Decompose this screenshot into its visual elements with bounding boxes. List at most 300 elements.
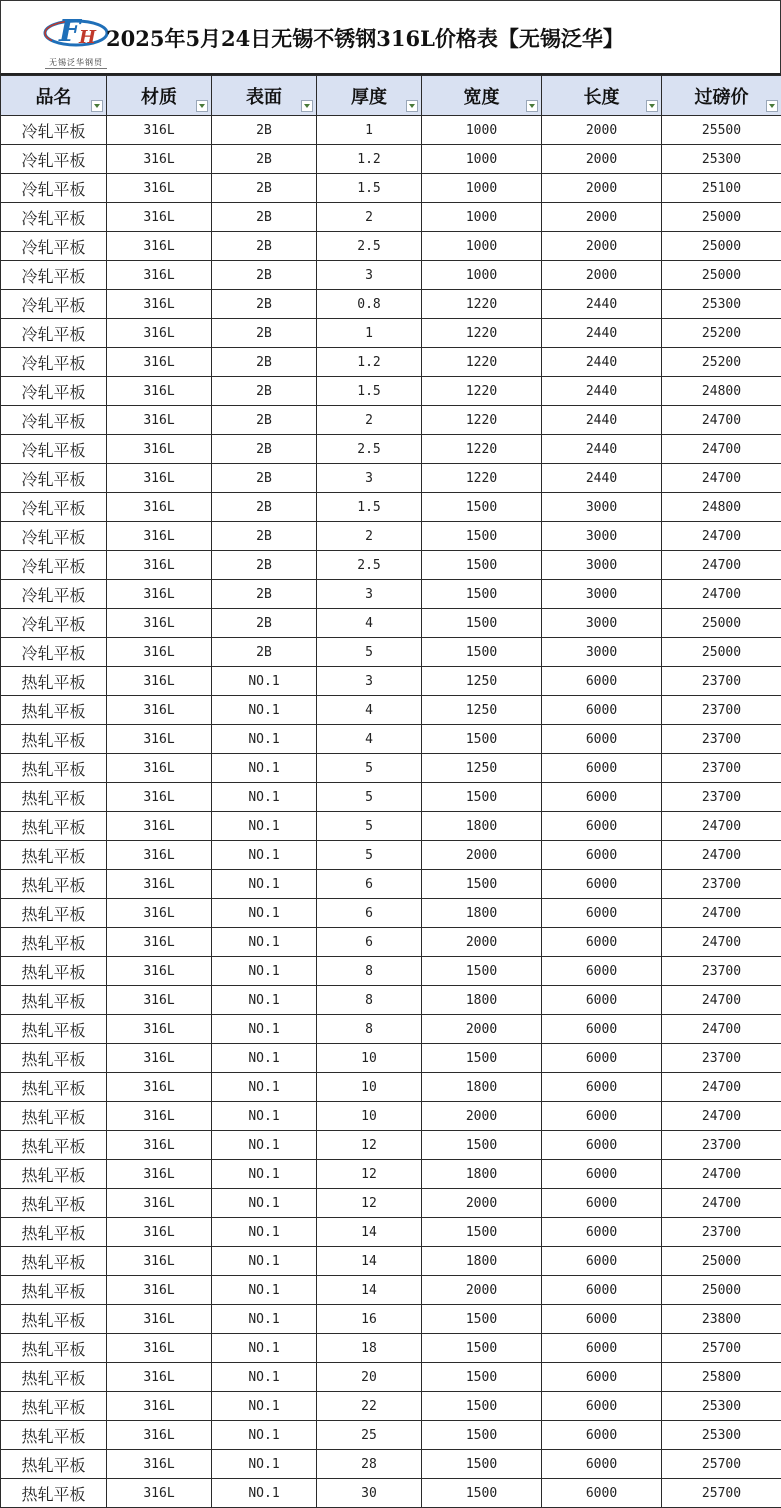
- price-cell[interactable]: 24700: [662, 1015, 781, 1044]
- surface-cell[interactable]: NO.1: [212, 899, 317, 928]
- surface-cell[interactable]: 2B: [212, 203, 317, 232]
- price-cell[interactable]: 25000: [662, 638, 781, 667]
- product-name-cell[interactable]: 冷轧平板: [1, 116, 107, 145]
- material-cell[interactable]: 316L: [107, 1363, 212, 1392]
- surface-cell[interactable]: NO.1: [212, 1102, 317, 1131]
- price-cell[interactable]: 23700: [662, 1218, 781, 1247]
- length-cell[interactable]: 6000: [542, 1189, 662, 1218]
- product-name-cell[interactable]: 热轧平板: [1, 1015, 107, 1044]
- width-cell[interactable]: 1500: [422, 522, 542, 551]
- length-cell[interactable]: 2000: [542, 174, 662, 203]
- surface-cell[interactable]: NO.1: [212, 667, 317, 696]
- price-cell[interactable]: 25200: [662, 348, 781, 377]
- width-cell[interactable]: 1220: [422, 406, 542, 435]
- material-cell[interactable]: 316L: [107, 725, 212, 754]
- width-cell[interactable]: 1500: [422, 551, 542, 580]
- length-cell[interactable]: 6000: [542, 1015, 662, 1044]
- price-cell[interactable]: 24700: [662, 464, 781, 493]
- thickness-cell[interactable]: 1: [317, 319, 422, 348]
- price-cell[interactable]: 25800: [662, 1363, 781, 1392]
- thickness-cell[interactable]: 6: [317, 928, 422, 957]
- price-cell[interactable]: 25000: [662, 261, 781, 290]
- material-cell[interactable]: 316L: [107, 319, 212, 348]
- width-cell[interactable]: 1500: [422, 1334, 542, 1363]
- col-price-header[interactable]: [662, 76, 781, 116]
- product-name-cell[interactable]: 热轧平板: [1, 812, 107, 841]
- material-cell[interactable]: 316L: [107, 1160, 212, 1189]
- surface-cell[interactable]: 2B: [212, 319, 317, 348]
- material-cell[interactable]: 316L: [107, 348, 212, 377]
- width-cell[interactable]: 1250: [422, 667, 542, 696]
- length-cell[interactable]: 2440: [542, 377, 662, 406]
- thickness-cell[interactable]: 12: [317, 1189, 422, 1218]
- width-cell[interactable]: 1220: [422, 377, 542, 406]
- material-cell[interactable]: 316L: [107, 1450, 212, 1479]
- length-cell[interactable]: 2440: [542, 319, 662, 348]
- thickness-cell[interactable]: 8: [317, 986, 422, 1015]
- product-name-cell[interactable]: 冷轧平板: [1, 551, 107, 580]
- surface-cell[interactable]: 2B: [212, 551, 317, 580]
- width-cell[interactable]: 1500: [422, 493, 542, 522]
- price-cell[interactable]: 24700: [662, 522, 781, 551]
- product-name-cell[interactable]: 冷轧平板: [1, 580, 107, 609]
- material-cell[interactable]: 316L: [107, 1102, 212, 1131]
- price-cell[interactable]: 25300: [662, 290, 781, 319]
- width-cell[interactable]: 2000: [422, 928, 542, 957]
- material-cell[interactable]: 316L: [107, 899, 212, 928]
- length-cell[interactable]: 2000: [542, 203, 662, 232]
- thickness-cell[interactable]: 5: [317, 841, 422, 870]
- width-cell[interactable]: 1800: [422, 899, 542, 928]
- width-cell[interactable]: 1250: [422, 754, 542, 783]
- thickness-cell[interactable]: 1.5: [317, 377, 422, 406]
- price-cell[interactable]: 23700: [662, 725, 781, 754]
- surface-cell[interactable]: 2B: [212, 406, 317, 435]
- price-cell[interactable]: 24700: [662, 1102, 781, 1131]
- surface-cell[interactable]: NO.1: [212, 1044, 317, 1073]
- material-cell[interactable]: 316L: [107, 1044, 212, 1073]
- price-cell[interactable]: 24700: [662, 986, 781, 1015]
- material-cell[interactable]: 316L: [107, 1421, 212, 1450]
- thickness-cell[interactable]: 20: [317, 1363, 422, 1392]
- thickness-cell[interactable]: 4: [317, 696, 422, 725]
- thickness-cell[interactable]: 10: [317, 1102, 422, 1131]
- price-cell[interactable]: 25700: [662, 1334, 781, 1363]
- price-cell[interactable]: 25000: [662, 1247, 781, 1276]
- material-cell[interactable]: 316L: [107, 1131, 212, 1160]
- material-cell[interactable]: 316L: [107, 1218, 212, 1247]
- material-cell[interactable]: 316L: [107, 928, 212, 957]
- product-name-cell[interactable]: 冷轧平板: [1, 377, 107, 406]
- width-cell[interactable]: 1500: [422, 1218, 542, 1247]
- material-cell[interactable]: 316L: [107, 957, 212, 986]
- thickness-cell[interactable]: 3: [317, 261, 422, 290]
- length-cell[interactable]: 2440: [542, 435, 662, 464]
- width-cell[interactable]: 1500: [422, 1421, 542, 1450]
- material-cell[interactable]: 316L: [107, 1479, 212, 1508]
- material-cell[interactable]: 316L: [107, 841, 212, 870]
- surface-cell[interactable]: NO.1: [212, 1015, 317, 1044]
- thickness-cell[interactable]: 2.5: [317, 232, 422, 261]
- length-cell[interactable]: 6000: [542, 1160, 662, 1189]
- product-name-cell[interactable]: 热轧平板: [1, 1189, 107, 1218]
- thickness-cell[interactable]: 2: [317, 203, 422, 232]
- length-cell[interactable]: 6000: [542, 812, 662, 841]
- surface-cell[interactable]: 2B: [212, 435, 317, 464]
- thickness-cell[interactable]: 3: [317, 667, 422, 696]
- width-cell[interactable]: 1500: [422, 1450, 542, 1479]
- thickness-cell[interactable]: 10: [317, 1073, 422, 1102]
- thickness-cell[interactable]: 10: [317, 1044, 422, 1073]
- width-cell[interactable]: 1500: [422, 870, 542, 899]
- thickness-cell[interactable]: 8: [317, 1015, 422, 1044]
- price-cell[interactable]: 24700: [662, 406, 781, 435]
- price-cell[interactable]: 25100: [662, 174, 781, 203]
- material-cell[interactable]: 316L: [107, 667, 212, 696]
- width-cell[interactable]: 1220: [422, 348, 542, 377]
- surface-cell[interactable]: NO.1: [212, 754, 317, 783]
- product-name-cell[interactable]: 热轧平板: [1, 1131, 107, 1160]
- surface-cell[interactable]: NO.1: [212, 1189, 317, 1218]
- surface-cell[interactable]: 2B: [212, 232, 317, 261]
- thickness-cell[interactable]: 1: [317, 116, 422, 145]
- product-name-cell[interactable]: 热轧平板: [1, 1479, 107, 1508]
- thickness-cell[interactable]: 6: [317, 870, 422, 899]
- price-cell[interactable]: 23700: [662, 696, 781, 725]
- length-cell[interactable]: 2000: [542, 145, 662, 174]
- surface-cell[interactable]: 2B: [212, 580, 317, 609]
- length-cell[interactable]: 2440: [542, 406, 662, 435]
- price-cell[interactable]: 24800: [662, 493, 781, 522]
- surface-cell[interactable]: NO.1: [212, 1218, 317, 1247]
- length-cell[interactable]: 6000: [542, 870, 662, 899]
- product-name-cell[interactable]: 热轧平板: [1, 899, 107, 928]
- thickness-cell[interactable]: 1.5: [317, 493, 422, 522]
- length-cell[interactable]: 6000: [542, 986, 662, 1015]
- material-cell[interactable]: 316L: [107, 783, 212, 812]
- width-cell[interactable]: 1800: [422, 1247, 542, 1276]
- product-name-cell[interactable]: 冷轧平板: [1, 261, 107, 290]
- price-cell[interactable]: 23700: [662, 1044, 781, 1073]
- width-cell[interactable]: 1500: [422, 1479, 542, 1508]
- price-cell[interactable]: 23700: [662, 667, 781, 696]
- price-cell[interactable]: 25000: [662, 1276, 781, 1305]
- surface-cell[interactable]: NO.1: [212, 1247, 317, 1276]
- price-cell[interactable]: 24700: [662, 1189, 781, 1218]
- length-cell[interactable]: 3000: [542, 522, 662, 551]
- length-cell[interactable]: 6000: [542, 1334, 662, 1363]
- thickness-cell[interactable]: 14: [317, 1247, 422, 1276]
- width-cell[interactable]: 2000: [422, 1189, 542, 1218]
- material-cell[interactable]: 316L: [107, 145, 212, 174]
- price-cell[interactable]: 23700: [662, 783, 781, 812]
- product-name-cell[interactable]: 冷轧平板: [1, 638, 107, 667]
- length-cell[interactable]: 2440: [542, 348, 662, 377]
- col-length-header[interactable]: [542, 76, 662, 116]
- length-cell[interactable]: 3000: [542, 638, 662, 667]
- price-cell[interactable]: 25200: [662, 319, 781, 348]
- surface-cell[interactable]: NO.1: [212, 957, 317, 986]
- thickness-cell[interactable]: 28: [317, 1450, 422, 1479]
- length-cell[interactable]: 2440: [542, 290, 662, 319]
- price-cell[interactable]: 24700: [662, 928, 781, 957]
- material-cell[interactable]: 316L: [107, 551, 212, 580]
- thickness-cell[interactable]: 18: [317, 1334, 422, 1363]
- filter-dropdown-icon[interactable]: [196, 100, 208, 112]
- price-cell[interactable]: 24700: [662, 551, 781, 580]
- filter-dropdown-icon[interactable]: [766, 100, 778, 112]
- length-cell[interactable]: 6000: [542, 1363, 662, 1392]
- material-cell[interactable]: 316L: [107, 406, 212, 435]
- product-name-cell[interactable]: 冷轧平板: [1, 435, 107, 464]
- price-cell[interactable]: 24700: [662, 812, 781, 841]
- price-cell[interactable]: 24700: [662, 841, 781, 870]
- material-cell[interactable]: 316L: [107, 493, 212, 522]
- width-cell[interactable]: 1800: [422, 812, 542, 841]
- length-cell[interactable]: 6000: [542, 1044, 662, 1073]
- material-cell[interactable]: 316L: [107, 1189, 212, 1218]
- length-cell[interactable]: 6000: [542, 754, 662, 783]
- price-cell[interactable]: 23700: [662, 957, 781, 986]
- filter-dropdown-icon[interactable]: [406, 100, 418, 112]
- width-cell[interactable]: 1220: [422, 435, 542, 464]
- product-name-cell[interactable]: 热轧平板: [1, 667, 107, 696]
- material-cell[interactable]: 316L: [107, 464, 212, 493]
- product-name-cell[interactable]: 冷轧平板: [1, 290, 107, 319]
- length-cell[interactable]: 6000: [542, 1305, 662, 1334]
- price-cell[interactable]: 24700: [662, 1160, 781, 1189]
- product-name-cell[interactable]: 冷轧平板: [1, 145, 107, 174]
- width-cell[interactable]: 1500: [422, 1131, 542, 1160]
- col-thickness-header[interactable]: [317, 76, 422, 116]
- length-cell[interactable]: 6000: [542, 1479, 662, 1508]
- price-cell[interactable]: 24700: [662, 580, 781, 609]
- length-cell[interactable]: 6000: [542, 1131, 662, 1160]
- surface-cell[interactable]: NO.1: [212, 1160, 317, 1189]
- thickness-cell[interactable]: 2.5: [317, 551, 422, 580]
- thickness-cell[interactable]: 5: [317, 754, 422, 783]
- thickness-cell[interactable]: 1.2: [317, 348, 422, 377]
- price-cell[interactable]: 25000: [662, 232, 781, 261]
- thickness-cell[interactable]: 3: [317, 580, 422, 609]
- price-cell[interactable]: 24800: [662, 377, 781, 406]
- col-material-header[interactable]: [107, 76, 212, 116]
- thickness-cell[interactable]: 4: [317, 609, 422, 638]
- material-cell[interactable]: 316L: [107, 174, 212, 203]
- product-name-cell[interactable]: 冷轧平板: [1, 319, 107, 348]
- price-cell[interactable]: 25000: [662, 609, 781, 638]
- thickness-cell[interactable]: 8: [317, 957, 422, 986]
- product-name-cell[interactable]: 热轧平板: [1, 1218, 107, 1247]
- surface-cell[interactable]: 2B: [212, 638, 317, 667]
- price-cell[interactable]: 23700: [662, 870, 781, 899]
- surface-cell[interactable]: NO.1: [212, 725, 317, 754]
- length-cell[interactable]: 3000: [542, 609, 662, 638]
- price-cell[interactable]: 25300: [662, 1421, 781, 1450]
- material-cell[interactable]: 316L: [107, 232, 212, 261]
- filter-dropdown-icon[interactable]: [301, 100, 313, 112]
- surface-cell[interactable]: NO.1: [212, 812, 317, 841]
- surface-cell[interactable]: NO.1: [212, 1305, 317, 1334]
- surface-cell[interactable]: NO.1: [212, 1479, 317, 1508]
- length-cell[interactable]: 6000: [542, 841, 662, 870]
- price-cell[interactable]: 25300: [662, 1392, 781, 1421]
- thickness-cell[interactable]: 3: [317, 464, 422, 493]
- product-name-cell[interactable]: 热轧平板: [1, 1334, 107, 1363]
- product-name-cell[interactable]: 冷轧平板: [1, 174, 107, 203]
- price-cell[interactable]: 24700: [662, 1073, 781, 1102]
- product-name-cell[interactable]: 热轧平板: [1, 986, 107, 1015]
- surface-cell[interactable]: NO.1: [212, 1334, 317, 1363]
- thickness-cell[interactable]: 1.2: [317, 145, 422, 174]
- product-name-cell[interactable]: 热轧平板: [1, 783, 107, 812]
- price-cell[interactable]: 25000: [662, 203, 781, 232]
- surface-cell[interactable]: 2B: [212, 174, 317, 203]
- width-cell[interactable]: 1500: [422, 725, 542, 754]
- product-name-cell[interactable]: 热轧平板: [1, 1276, 107, 1305]
- surface-cell[interactable]: NO.1: [212, 841, 317, 870]
- material-cell[interactable]: 316L: [107, 609, 212, 638]
- product-name-cell[interactable]: 冷轧平板: [1, 348, 107, 377]
- price-cell[interactable]: 24700: [662, 899, 781, 928]
- width-cell[interactable]: 1500: [422, 783, 542, 812]
- product-name-cell[interactable]: 热轧平板: [1, 1421, 107, 1450]
- width-cell[interactable]: 1000: [422, 145, 542, 174]
- product-name-cell[interactable]: 冷轧平板: [1, 464, 107, 493]
- width-cell[interactable]: 2000: [422, 1102, 542, 1131]
- product-name-cell[interactable]: 冷轧平板: [1, 203, 107, 232]
- thickness-cell[interactable]: 30: [317, 1479, 422, 1508]
- surface-cell[interactable]: NO.1: [212, 1392, 317, 1421]
- thickness-cell[interactable]: 12: [317, 1131, 422, 1160]
- material-cell[interactable]: 316L: [107, 1305, 212, 1334]
- thickness-cell[interactable]: 12: [317, 1160, 422, 1189]
- material-cell[interactable]: 316L: [107, 696, 212, 725]
- thickness-cell[interactable]: 1.5: [317, 174, 422, 203]
- surface-cell[interactable]: 2B: [212, 116, 317, 145]
- col-surface-header[interactable]: [212, 76, 317, 116]
- width-cell[interactable]: 2000: [422, 841, 542, 870]
- col-width-header[interactable]: [422, 76, 542, 116]
- material-cell[interactable]: 316L: [107, 1392, 212, 1421]
- thickness-cell[interactable]: 14: [317, 1218, 422, 1247]
- width-cell[interactable]: 1500: [422, 957, 542, 986]
- length-cell[interactable]: 6000: [542, 957, 662, 986]
- price-cell[interactable]: 25700: [662, 1479, 781, 1508]
- product-name-cell[interactable]: 热轧平板: [1, 870, 107, 899]
- width-cell[interactable]: 1500: [422, 1392, 542, 1421]
- surface-cell[interactable]: NO.1: [212, 1450, 317, 1479]
- length-cell[interactable]: 6000: [542, 1276, 662, 1305]
- material-cell[interactable]: 316L: [107, 116, 212, 145]
- material-cell[interactable]: 316L: [107, 986, 212, 1015]
- price-cell[interactable]: 25500: [662, 116, 781, 145]
- filter-dropdown-icon[interactable]: [526, 100, 538, 112]
- surface-cell[interactable]: NO.1: [212, 1131, 317, 1160]
- product-name-cell[interactable]: 热轧平板: [1, 725, 107, 754]
- price-cell[interactable]: 23700: [662, 754, 781, 783]
- product-name-cell[interactable]: 热轧平板: [1, 1305, 107, 1334]
- price-cell[interactable]: 23800: [662, 1305, 781, 1334]
- length-cell[interactable]: 6000: [542, 899, 662, 928]
- surface-cell[interactable]: NO.1: [212, 1421, 317, 1450]
- length-cell[interactable]: 2000: [542, 232, 662, 261]
- thickness-cell[interactable]: 0.8: [317, 290, 422, 319]
- price-cell[interactable]: 25700: [662, 1450, 781, 1479]
- product-name-cell[interactable]: 热轧平板: [1, 957, 107, 986]
- length-cell[interactable]: 6000: [542, 667, 662, 696]
- product-name-cell[interactable]: 热轧平板: [1, 754, 107, 783]
- product-name-cell[interactable]: 热轧平板: [1, 1392, 107, 1421]
- surface-cell[interactable]: NO.1: [212, 870, 317, 899]
- thickness-cell[interactable]: 6: [317, 899, 422, 928]
- surface-cell[interactable]: NO.1: [212, 1276, 317, 1305]
- length-cell[interactable]: 3000: [542, 493, 662, 522]
- product-name-cell[interactable]: 热轧平板: [1, 1044, 107, 1073]
- width-cell[interactable]: 1220: [422, 319, 542, 348]
- width-cell[interactable]: 1000: [422, 261, 542, 290]
- thickness-cell[interactable]: 2: [317, 522, 422, 551]
- surface-cell[interactable]: NO.1: [212, 1073, 317, 1102]
- surface-cell[interactable]: 2B: [212, 348, 317, 377]
- filter-dropdown-icon[interactable]: [91, 100, 103, 112]
- surface-cell[interactable]: NO.1: [212, 783, 317, 812]
- material-cell[interactable]: 316L: [107, 754, 212, 783]
- width-cell[interactable]: 1500: [422, 609, 542, 638]
- surface-cell[interactable]: 2B: [212, 609, 317, 638]
- product-name-cell[interactable]: 冷轧平板: [1, 232, 107, 261]
- material-cell[interactable]: 316L: [107, 1276, 212, 1305]
- length-cell[interactable]: 3000: [542, 580, 662, 609]
- material-cell[interactable]: 316L: [107, 261, 212, 290]
- thickness-cell[interactable]: 4: [317, 725, 422, 754]
- product-name-cell[interactable]: 热轧平板: [1, 928, 107, 957]
- width-cell[interactable]: 1000: [422, 232, 542, 261]
- material-cell[interactable]: 316L: [107, 1247, 212, 1276]
- filter-dropdown-icon[interactable]: [646, 100, 658, 112]
- product-name-cell[interactable]: 热轧平板: [1, 1073, 107, 1102]
- width-cell[interactable]: 2000: [422, 1015, 542, 1044]
- width-cell[interactable]: 1500: [422, 580, 542, 609]
- width-cell[interactable]: 1250: [422, 696, 542, 725]
- thickness-cell[interactable]: 5: [317, 783, 422, 812]
- length-cell[interactable]: 6000: [542, 1247, 662, 1276]
- product-name-cell[interactable]: 热轧平板: [1, 1247, 107, 1276]
- surface-cell[interactable]: NO.1: [212, 696, 317, 725]
- surface-cell[interactable]: 2B: [212, 464, 317, 493]
- thickness-cell[interactable]: 16: [317, 1305, 422, 1334]
- surface-cell[interactable]: NO.1: [212, 986, 317, 1015]
- product-name-cell[interactable]: 热轧平板: [1, 1102, 107, 1131]
- thickness-cell[interactable]: 22: [317, 1392, 422, 1421]
- length-cell[interactable]: 6000: [542, 783, 662, 812]
- material-cell[interactable]: 316L: [107, 1073, 212, 1102]
- thickness-cell[interactable]: 25: [317, 1421, 422, 1450]
- product-name-cell[interactable]: 冷轧平板: [1, 406, 107, 435]
- length-cell[interactable]: 6000: [542, 696, 662, 725]
- length-cell[interactable]: 6000: [542, 1421, 662, 1450]
- length-cell[interactable]: 2000: [542, 261, 662, 290]
- width-cell[interactable]: 1500: [422, 1363, 542, 1392]
- length-cell[interactable]: 3000: [542, 551, 662, 580]
- material-cell[interactable]: 316L: [107, 638, 212, 667]
- material-cell[interactable]: 316L: [107, 522, 212, 551]
- length-cell[interactable]: 6000: [542, 1218, 662, 1247]
- col-product-name-header[interactable]: [1, 76, 107, 116]
- surface-cell[interactable]: 2B: [212, 522, 317, 551]
- thickness-cell[interactable]: 14: [317, 1276, 422, 1305]
- width-cell[interactable]: 1220: [422, 290, 542, 319]
